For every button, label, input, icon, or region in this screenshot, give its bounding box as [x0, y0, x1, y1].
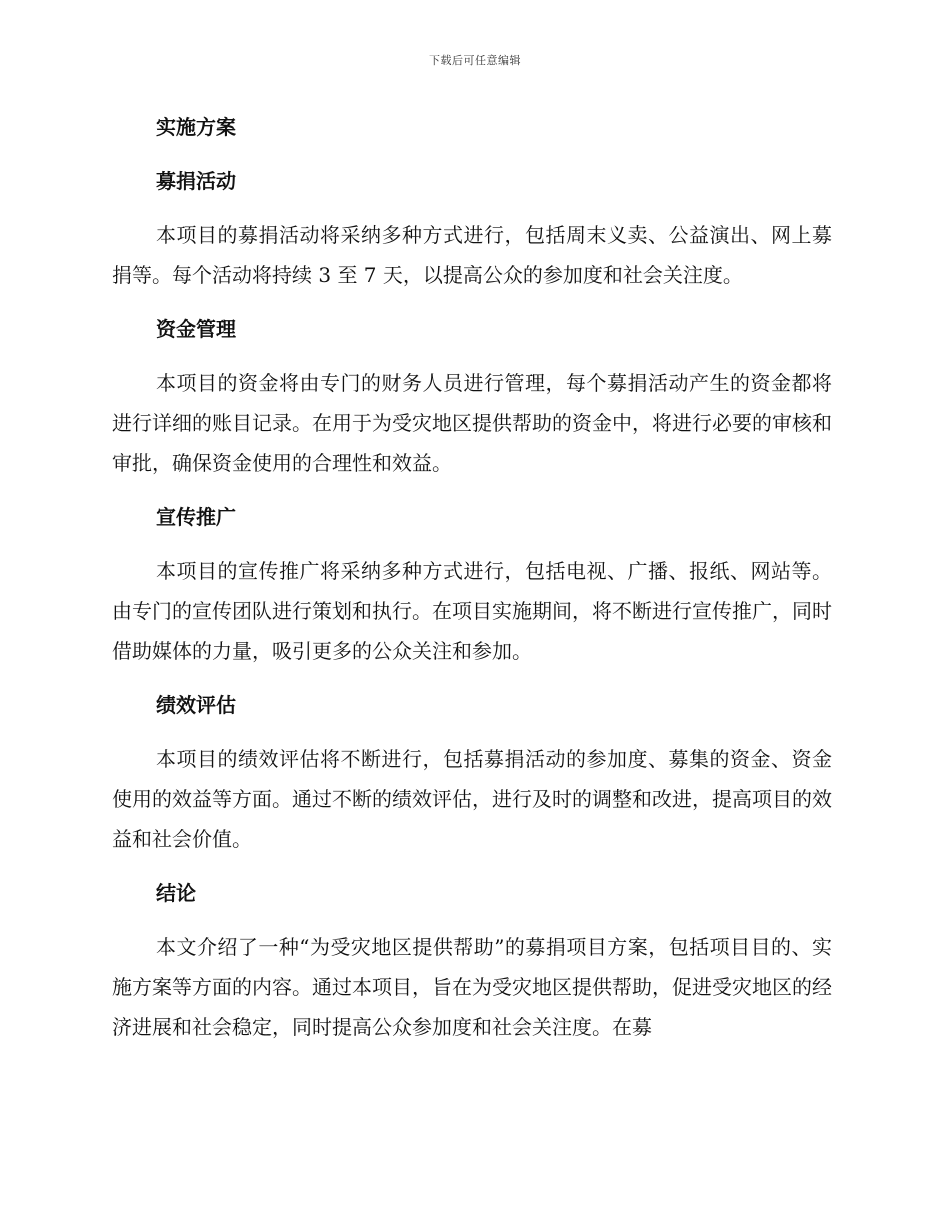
section-heading-fund-management: 资金管理	[156, 317, 236, 341]
page-header: 下载后可任意编辑	[429, 54, 521, 67]
section-paragraph-fund-management: 本项目的资金将由专门的财务人员进行管理，每个募捐活动产生的资金都将进行详细的账目记录。在用于为受灾地区提供帮助的资金中，将进行必要的审核和审批，确保资金使用的合理性和效益。	[112, 371, 832, 475]
section-paragraph-promotion: 本项目的宣传推广将采纳多种方式进行，包括电视、广播、报纸、网站等。由专门的宣传团队进行策划和执行。在项目实施期间，将不断进行宣传推广，同时借助媒体的力量，吸引更多的公众关注和参加。	[112, 559, 832, 663]
section-heading-implementation: 实施方案	[156, 115, 236, 139]
document-body	[112, 107, 832, 1061]
section-heading-fundraising: 募捐活动	[156, 169, 236, 193]
section-heading-promotion: 宣传推广	[156, 505, 236, 529]
section-paragraph-fundraising: 本项目的募捐活动将采纳多种方式进行，包括周末义卖、公益演出、网上募捐等。每个活动将持续 3 至 7 天，以提高公众的参加度和社会关注度。	[112, 223, 832, 287]
section-paragraph-performance-evaluation: 本项目的绩效评估将不断进行，包括募捐活动的参加度、募集的资金、资金使用的效益等方面。通过不断的绩效评估，进行及时的调整和改进，提高项目的效益和社会价值。	[112, 747, 832, 851]
section-paragraph-conclusion: 本文介绍了一种“为受灾地区提供帮助”的募捐项目方案，包括项目目的、实施方案等方面的内容。通过本项目，旨在为受灾地区提供帮助，促进受灾地区的经济进展和社会稳定，同时提高公众参加度和社会关注度。在募	[112, 935, 832, 1039]
section-heading-performance-evaluation: 绩效评估	[156, 693, 236, 717]
section-heading-conclusion: 结论	[156, 881, 196, 905]
